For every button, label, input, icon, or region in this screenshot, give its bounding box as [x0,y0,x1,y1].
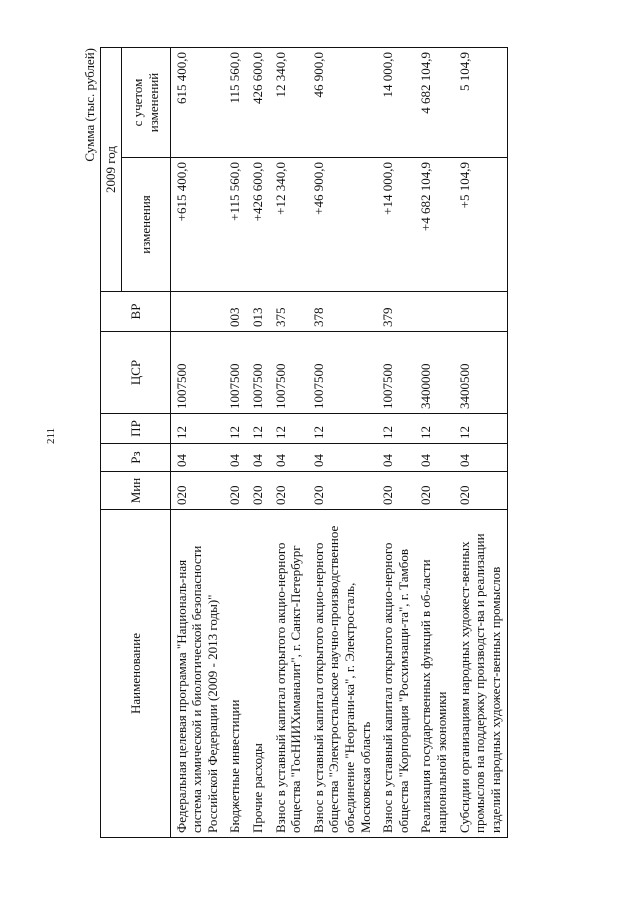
cell-pr: 12 [377,414,415,444]
cell-pr: 12 [170,414,224,444]
cell-csr: 1007500 [224,332,247,414]
cell-vr: 378 [308,292,377,332]
cell-vr [170,292,224,332]
cell-change: +615 400,0 [170,158,224,292]
cell-csr: 1007500 [377,332,415,414]
cell-csr: 1007500 [247,332,270,414]
cell-total: 115 560,0 [224,48,247,158]
cell-pr: 12 [415,414,453,444]
header-rz: Рз [101,444,171,472]
header-changes: изменения [121,158,170,292]
cell-rz: 04 [224,444,247,472]
budget-table-body [170,48,508,838]
cell-name: Взнос в уставный капитал открытого акцио-нерного общества "ГосНИИХиманалит", г. Санкт-Петербург [270,510,308,838]
cell-name: Реализация государственных функций в об-ласти национальной экономики [415,510,453,838]
cell-min: 020 [415,472,453,510]
cell-name: Субсидии организациям народных художест-венных промыслов на поддержку производст-ва и реализации изделий народных художест-венных промыслов [454,510,508,838]
cell-min: 020 [247,472,270,510]
cell-pr: 12 [308,414,377,444]
cell-pr: 12 [224,414,247,444]
cell-vr: 003 [224,292,247,332]
cell-total: 4 682 104,9 [415,48,453,158]
cell-pr: 12 [454,414,508,444]
cell-vr [415,292,453,332]
cell-change: +115 560,0 [224,158,247,292]
cell-total: 46 900,0 [308,48,377,158]
cell-min: 020 [270,472,308,510]
cell-rz: 04 [170,444,224,472]
cell-rz: 04 [454,444,508,472]
cell-rz: 04 [247,444,270,472]
header-with-changes: с учетом изменений [121,48,170,158]
cell-csr: 1007500 [170,332,224,414]
cell-vr: 013 [247,292,270,332]
table-row [224,48,247,838]
cell-min: 020 [170,472,224,510]
table-row [170,48,224,838]
cell-change: +46 900,0 [308,158,377,292]
table-row [377,48,415,838]
cell-vr [454,292,508,332]
cell-name: Взнос в уставный капитал открытого акцио-нерного общества "Корпорация "Росхимзащи-та", г. Тамбов [377,510,415,838]
cell-change: +12 340,0 [270,158,308,292]
cell-min: 020 [308,472,377,510]
cell-name: Федеральная целевая программа "Националь-ная система химической и биологической безопасности Российской Федерации (2009 - 2013 годы)" [170,510,224,838]
cell-pr: 12 [247,414,270,444]
cell-rz: 04 [377,444,415,472]
cell-min: 020 [454,472,508,510]
cell-name: Бюджетные инвестиции [224,510,247,838]
table-row [270,48,308,838]
header-name: Наименование [101,510,171,838]
header-vr: ВР [101,292,171,332]
cell-total: 5 104,9 [454,48,508,158]
header-year: 2009 год [101,48,122,292]
table-row [454,48,508,838]
cell-total: 12 340,0 [270,48,308,158]
cell-rz: 04 [415,444,453,472]
cell-rz: 04 [270,444,308,472]
cell-pr: 12 [270,414,308,444]
header-min: Мин [101,472,171,510]
cell-total: 615 400,0 [170,48,224,158]
cell-csr: 3400500 [454,332,508,414]
cell-change: +5 104,9 [454,158,508,292]
cell-name: Взнос в уставный капитал открытого акцио-нерного общества "Электростальское научно-производственное объединение "Неоргани-ка", г. Электросталь, Московская область [308,510,377,838]
header-pr: ПР [101,414,171,444]
cell-csr: 1007500 [308,332,377,414]
cell-total: 14 000,0 [377,48,415,158]
cell-total: 426 600,0 [247,48,270,158]
table-row [415,48,453,838]
table-row [247,48,270,838]
cell-rz: 04 [308,444,377,472]
cell-change: +426 600,0 [247,158,270,292]
budget-sheet [78,48,598,838]
header-row-top [101,48,122,838]
header-csr: ЦСР [101,332,171,414]
cell-change: +14 000,0 [377,158,415,292]
cell-csr: 1007500 [270,332,308,414]
cell-name: Прочие расходы [247,510,270,838]
cell-csr: 3400000 [415,332,453,414]
cell-min: 020 [224,472,247,510]
cell-change: +4 682 104,9 [415,158,453,292]
cell-vr: 375 [270,292,308,332]
table-row [308,48,377,838]
units-label: Сумма (тыс. рублей) [82,48,97,162]
cell-vr: 379 [377,292,415,332]
page-number: 211 [45,427,57,444]
budget-table [100,47,508,838]
cell-min: 020 [377,472,415,510]
